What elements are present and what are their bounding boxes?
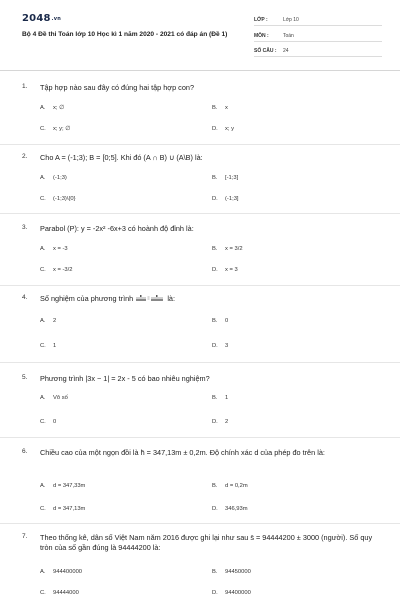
- question-number: 3.: [22, 224, 28, 231]
- meta-label: LỚP :: [254, 17, 268, 23]
- fraction-equation-image: [135, 294, 165, 302]
- page-header: [0, 0, 400, 66]
- question-text: Cho A = (-1;3); B = [0;5]. Khi đó (A ∩ B) ∪ (A\B) là:: [40, 153, 203, 162]
- meta-label: MÔN :: [254, 33, 269, 39]
- option-d[interactable]: D. 3: [212, 343, 229, 349]
- logo-text: 2048: [22, 13, 51, 24]
- option-a[interactable]: A. x = -3: [40, 246, 68, 252]
- meta-class: [254, 14, 382, 26]
- option-b[interactable]: B. [-1;3]: [212, 175, 239, 181]
- option-d[interactable]: D. 346,93m: [212, 506, 248, 512]
- option-b[interactable]: B. d = 0,2m: [212, 483, 248, 489]
- option-c[interactable]: C. 0: [40, 419, 57, 425]
- question-divider: [0, 437, 400, 438]
- question-divider: [0, 362, 400, 363]
- option-c[interactable]: C. 94444000: [40, 590, 79, 596]
- option-c[interactable]: C. x; y; ∅: [40, 126, 71, 132]
- question-text: Tập hợp nào sau đây có đúng hai tập hợp con?: [40, 83, 194, 92]
- question-text-after: là:: [167, 294, 176, 303]
- meta-question-count: [254, 45, 382, 57]
- meta-value: Lớp 10: [283, 17, 299, 23]
- option-b[interactable]: B. 94450000: [212, 569, 251, 575]
- header-divider: [0, 70, 400, 71]
- question-number: 7.: [22, 533, 28, 540]
- option-a[interactable]: A. 2: [40, 318, 57, 324]
- question-number: 2.: [22, 153, 28, 160]
- question-text: Theo thống kê, dân số Việt Nam năm 2016 được ghi lại như sau s̄ = 94444200 ± 3000 (người). Số quy tròn của số gần đúng là 94444200 là:: [40, 533, 373, 552]
- option-c[interactable]: C. 1: [40, 343, 57, 349]
- question-text: Phương trình |3x − 1| = 2x - 5 có bao nhiêu nghiệm?: [40, 374, 210, 383]
- option-d[interactable]: D. x = 3: [212, 267, 238, 273]
- question-divider: [0, 285, 400, 286]
- option-d[interactable]: D. 94400000: [212, 590, 251, 596]
- question-text-before: Số nghiệm của phương trình: [40, 294, 134, 303]
- option-c[interactable]: C. d = 347,13m: [40, 506, 86, 512]
- option-a[interactable]: A. d = 347,33m: [40, 483, 86, 489]
- question-number: 4.: [22, 294, 28, 301]
- option-a[interactable]: A. 944400000: [40, 569, 83, 575]
- option-d[interactable]: D. x; y: [212, 126, 235, 132]
- question-number: 6.: [22, 448, 28, 455]
- question-number: 1.: [22, 83, 28, 90]
- question-text: Parabol (P): y = -2x² -6x+3 có hoành độ đỉnh là:: [40, 224, 194, 233]
- question-divider: [0, 144, 400, 145]
- meta-label: SỐ CÂU :: [254, 48, 277, 54]
- question-text: Chiều cao của một ngọn đồi là h̄ = 347,13m ± 0,2m. Độ chính xác d của phép đo trên là:: [40, 448, 325, 457]
- question-divider: [0, 523, 400, 524]
- option-b[interactable]: B. 1: [212, 395, 229, 401]
- option-d[interactable]: D. 2: [212, 419, 229, 425]
- site-logo[interactable]: [22, 13, 61, 24]
- meta-value: Toán: [283, 33, 294, 39]
- document-title: Bộ 4 Đề thi Toán lớp 10 Học kì 1 năm 2020 - 2021 có đáp án (Đề 1): [22, 31, 228, 38]
- question-divider: [0, 213, 400, 214]
- meta-subject: [254, 30, 382, 42]
- option-c[interactable]: C. x = -3/2: [40, 267, 73, 273]
- logo-suffix: .vn: [51, 16, 61, 22]
- option-b[interactable]: B. x = 3/2: [212, 246, 243, 252]
- option-a[interactable]: A. x; ∅: [40, 105, 65, 111]
- question-text: [40, 294, 375, 304]
- option-b[interactable]: B. x: [212, 105, 228, 111]
- meta-value: 24: [283, 48, 289, 54]
- option-b[interactable]: B. 0: [212, 318, 229, 324]
- option-a[interactable]: A. Vô số: [40, 395, 68, 401]
- option-c[interactable]: C. (-1;3)\{0}: [40, 196, 76, 202]
- question-number: 5.: [22, 374, 28, 381]
- option-d[interactable]: D. (-1;3]: [212, 196, 239, 202]
- option-a[interactable]: A. (-1;3): [40, 175, 67, 181]
